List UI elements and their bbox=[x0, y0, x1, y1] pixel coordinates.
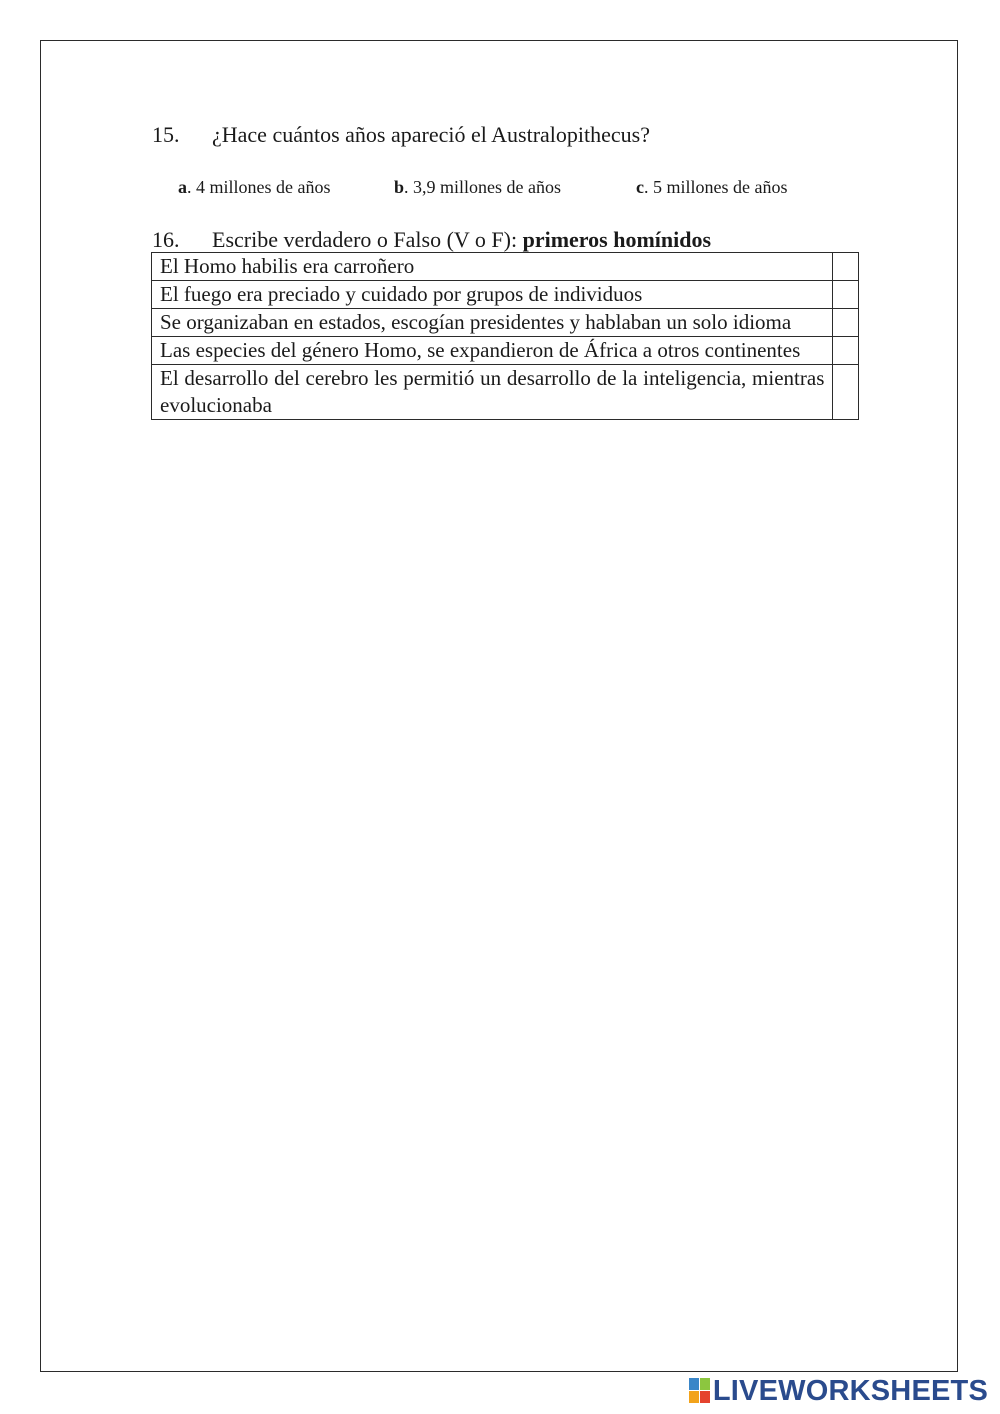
option-c-letter: c bbox=[636, 177, 644, 197]
liveworksheets-logo bbox=[689, 1376, 988, 1406]
question-16-topic: primeros homínidos bbox=[522, 227, 712, 252]
question-16 bbox=[152, 227, 711, 253]
option-c-text: . 5 millones de años bbox=[644, 177, 788, 197]
statement-5: El desarrollo del cerebro les permitió un desarrollo de la inteligencia, mientras evolucionaba bbox=[152, 365, 833, 420]
answer-field-1[interactable] bbox=[833, 253, 859, 281]
table-row bbox=[152, 253, 859, 281]
option-a-letter: a bbox=[178, 177, 187, 197]
answer-field-5[interactable] bbox=[833, 365, 859, 420]
answer-field-2[interactable] bbox=[833, 281, 859, 309]
logo-text: LIVEWORKSHEETS bbox=[712, 1374, 988, 1407]
statement-2: El fuego era preciado y cuidado por grupos de individuos bbox=[152, 281, 833, 309]
statement-3: Se organizaban en estados, escogían presidentes y hablaban un solo idioma bbox=[152, 309, 833, 337]
table-row bbox=[152, 337, 859, 365]
table-row bbox=[152, 281, 859, 309]
answer-field-4[interactable] bbox=[833, 337, 859, 365]
option-c[interactable] bbox=[636, 176, 787, 198]
table-row bbox=[152, 309, 859, 337]
statement-1: El Homo habilis era carroñero bbox=[152, 253, 833, 281]
option-a-text: . 4 millones de años bbox=[187, 177, 331, 197]
question-16-number: 16. bbox=[152, 227, 180, 252]
question-15-text: ¿Hace cuántos años apareció el Australopithecus? bbox=[212, 122, 650, 147]
option-a[interactable] bbox=[178, 176, 330, 198]
true-false-table bbox=[151, 252, 859, 420]
question-15-number: 15. bbox=[152, 122, 180, 147]
option-b-letter: b bbox=[394, 177, 405, 197]
liveworksheets-logo-icon bbox=[689, 1378, 711, 1404]
question-15 bbox=[152, 122, 650, 148]
statement-4: Las especies del género Homo, se expandieron de África a otros continentes bbox=[152, 337, 833, 365]
option-b[interactable] bbox=[394, 176, 561, 198]
answer-field-3[interactable] bbox=[833, 309, 859, 337]
option-b-text: . 3,9 millones de años bbox=[404, 177, 561, 197]
table-row bbox=[152, 365, 859, 420]
question-16-text: Escribe verdadero o Falso (V o F): bbox=[212, 227, 523, 252]
